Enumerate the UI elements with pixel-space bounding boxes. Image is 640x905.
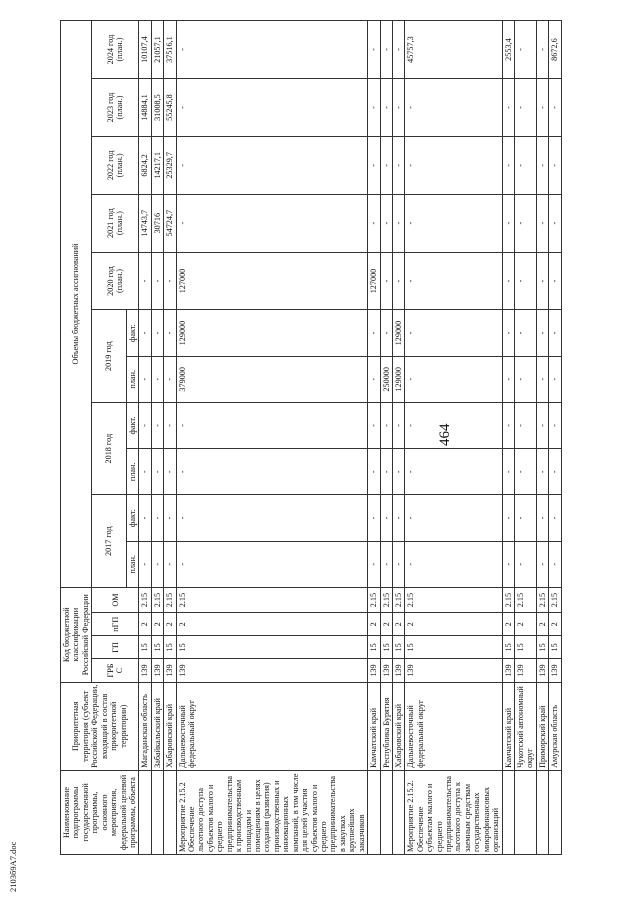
row-value: -	[405, 136, 502, 194]
row-value: -	[536, 310, 548, 356]
row-grbs: 139	[405, 659, 502, 682]
row-value: 14217,1	[151, 136, 163, 194]
row-om: 2.15	[164, 587, 176, 612]
row-value: -	[164, 449, 176, 495]
header-2019-plan: план.	[126, 356, 138, 402]
row-value: 14884,1	[139, 79, 151, 137]
row-value: -	[380, 402, 392, 448]
row-territory: Камчатский край	[368, 682, 380, 770]
row-value: -	[514, 495, 536, 541]
row-value: 25329,7	[164, 136, 176, 194]
row-value: -	[536, 541, 548, 587]
row-gp: 15	[176, 636, 367, 659]
row-name	[514, 770, 536, 854]
row-grbs: 139	[139, 659, 151, 682]
header-2019-fact: факт.	[126, 310, 138, 356]
row-grbs: 139	[164, 659, 176, 682]
row-name	[151, 770, 163, 854]
row-value: -	[405, 541, 502, 587]
row-value: -	[164, 541, 176, 587]
row-value: -	[139, 402, 151, 448]
row-pgp: 2	[380, 613, 392, 636]
header-volumes: Объемы бюджетных ассигнований	[61, 21, 92, 588]
row-value: -	[405, 356, 502, 402]
row-value: -	[502, 252, 514, 310]
row-value: -	[536, 356, 548, 402]
row-value: 54724,7	[164, 194, 176, 252]
row-value: -	[176, 194, 367, 252]
row-om: 2.15	[502, 587, 514, 612]
row-value: -	[380, 21, 392, 79]
row-value: -	[514, 194, 536, 252]
row-grbs: 139	[368, 659, 380, 682]
row-value: -	[405, 402, 502, 448]
row-pgp: 2	[176, 613, 367, 636]
table-row	[536, 21, 548, 855]
table-row	[549, 21, 561, 855]
row-value: -	[514, 541, 536, 587]
table-row	[405, 21, 502, 855]
row-value: -	[368, 310, 380, 356]
row-value: -	[139, 310, 151, 356]
row-grbs: 139	[502, 659, 514, 682]
row-grbs: 139	[514, 659, 536, 682]
row-value: -	[151, 310, 163, 356]
row-value: -	[392, 495, 404, 541]
row-value: -	[380, 310, 392, 356]
row-value: 127000	[368, 252, 380, 310]
row-grbs: 139	[549, 659, 561, 682]
table-row	[392, 21, 404, 855]
row-value: -	[176, 21, 367, 79]
header-2020: 2020 год (план.)	[92, 252, 139, 310]
row-value: -	[514, 79, 536, 137]
row-value: 6824,2	[139, 136, 151, 194]
row-value: 45757,3	[405, 21, 502, 79]
row-om: 2.15	[536, 587, 548, 612]
row-om: 2.15	[139, 587, 151, 612]
table-row	[380, 21, 392, 855]
row-value: -	[502, 356, 514, 402]
row-territory: Амурская область	[549, 682, 561, 770]
row-value: -	[380, 194, 392, 252]
row-value: -	[368, 21, 380, 79]
row-value: -	[549, 79, 561, 137]
row-value: -	[502, 194, 514, 252]
header-2021: 2021 год (план.)	[92, 194, 139, 252]
row-value: -	[536, 402, 548, 448]
row-pgp: 2	[164, 613, 176, 636]
row-value: -	[368, 194, 380, 252]
row-value: -	[502, 79, 514, 137]
row-grbs: 139	[392, 659, 404, 682]
row-om: 2.15	[405, 587, 502, 612]
table-row	[151, 21, 163, 855]
header-name: Наименование подпрограммы государственной программы, основного мероприятия, федеральной целевой программы, объекта	[61, 770, 139, 854]
row-value: -	[368, 356, 380, 402]
row-value: 8672,6	[549, 21, 561, 79]
row-name	[536, 770, 548, 854]
row-territory: Забайкальский край	[151, 682, 163, 770]
row-value: -	[368, 449, 380, 495]
row-name	[380, 770, 392, 854]
row-value: -	[514, 310, 536, 356]
row-value: -	[368, 541, 380, 587]
header-2019: 2019 год	[92, 310, 127, 403]
row-om: 2.15	[151, 587, 163, 612]
row-value: -	[536, 252, 548, 310]
row-name	[164, 770, 176, 854]
row-name: Мероприятие 2.15.2. Обеспечение субъектам малого и среднего предпринимательства льготного доступа к заемным средствам государственных микрофинансовых организаций	[405, 770, 502, 854]
row-name	[368, 770, 380, 854]
row-pgp: 2	[392, 613, 404, 636]
row-value: 37516,1	[164, 21, 176, 79]
row-value: 31008,5	[151, 79, 163, 137]
row-value: -	[502, 310, 514, 356]
table-row	[164, 21, 176, 855]
row-gp: 15	[139, 636, 151, 659]
row-value: -	[380, 541, 392, 587]
row-value: -	[164, 310, 176, 356]
header-om: ОМ	[92, 587, 139, 612]
row-value: -	[392, 252, 404, 310]
row-name	[392, 770, 404, 854]
row-value: -	[405, 495, 502, 541]
row-value: -	[151, 402, 163, 448]
row-value: -	[549, 449, 561, 495]
row-value: 55245,8	[164, 79, 176, 137]
row-value: -	[405, 79, 502, 137]
row-pgp: 2	[368, 613, 380, 636]
row-value: -	[380, 252, 392, 310]
row-value: -	[405, 252, 502, 310]
row-value: -	[514, 449, 536, 495]
row-value: -	[514, 252, 536, 310]
header-pgp: пГП	[92, 613, 139, 636]
row-gp: 15	[380, 636, 392, 659]
row-pgp: 2	[405, 613, 502, 636]
row-value: -	[380, 495, 392, 541]
row-pgp: 2	[151, 613, 163, 636]
row-grbs: 139	[536, 659, 548, 682]
row-value: -	[164, 402, 176, 448]
row-value: -	[514, 356, 536, 402]
row-value: -	[392, 449, 404, 495]
page-number: 464	[437, 423, 453, 446]
header-gp: ГП	[92, 636, 139, 659]
row-value: 30716	[151, 194, 163, 252]
row-value: -	[368, 402, 380, 448]
table-header	[61, 21, 139, 855]
row-value: -	[405, 449, 502, 495]
row-value: -	[536, 79, 548, 137]
row-value: -	[176, 541, 367, 587]
row-gp: 15	[164, 636, 176, 659]
row-value: -	[151, 541, 163, 587]
row-territory: Приморский край	[536, 682, 548, 770]
row-value: -	[151, 252, 163, 310]
row-value: -	[549, 194, 561, 252]
row-value: -	[549, 136, 561, 194]
row-gp: 15	[392, 636, 404, 659]
row-value: -	[392, 136, 404, 194]
row-value: -	[368, 495, 380, 541]
header-budget-code: Код бюджетной классификации Российской Федерации	[61, 587, 92, 682]
table-row	[502, 21, 514, 855]
row-value: -	[380, 449, 392, 495]
row-value: -	[502, 402, 514, 448]
header-2017: 2017 год	[92, 495, 127, 588]
header-2018-plan: план.	[126, 449, 138, 495]
row-value: 2553,4	[502, 21, 514, 79]
row-name	[502, 770, 514, 854]
row-gp: 15	[368, 636, 380, 659]
row-value: -	[549, 541, 561, 587]
row-gp: 15	[405, 636, 502, 659]
row-grbs: 139	[151, 659, 163, 682]
row-value: -	[392, 194, 404, 252]
table-row	[139, 21, 151, 855]
budget-table	[60, 20, 562, 855]
row-value: -	[392, 79, 404, 137]
row-value: 379000	[176, 356, 367, 402]
row-value: -	[176, 136, 367, 194]
row-value: -	[502, 541, 514, 587]
header-2022: 2022 год (план.)	[92, 136, 139, 194]
row-value: -	[405, 310, 502, 356]
row-name	[139, 770, 151, 854]
row-value: -	[176, 449, 367, 495]
row-value: -	[176, 495, 367, 541]
row-value: -	[536, 449, 548, 495]
header-2024: 2024 год (план.)	[92, 21, 139, 79]
header-2017-fact: факт.	[126, 495, 138, 541]
row-value: -	[139, 449, 151, 495]
rotated-table-area	[60, 20, 630, 855]
row-value: -	[536, 136, 548, 194]
row-pgp: 2	[536, 613, 548, 636]
row-territory: Дальневосточный федеральный округ	[405, 682, 502, 770]
row-value: -	[514, 136, 536, 194]
row-value: -	[368, 136, 380, 194]
row-value: -	[405, 194, 502, 252]
row-value: -	[502, 136, 514, 194]
header-2018: 2018 год	[92, 402, 127, 495]
row-om: 2.15	[380, 587, 392, 612]
row-territory: Хабаровский край	[392, 682, 404, 770]
row-territory: Камчатский край	[502, 682, 514, 770]
row-value: 127000	[176, 252, 367, 310]
row-value: -	[536, 495, 548, 541]
row-gp: 15	[514, 636, 536, 659]
row-value: -	[536, 194, 548, 252]
row-value: -	[151, 356, 163, 402]
table-row	[176, 21, 367, 855]
row-value: -	[176, 402, 367, 448]
row-pgp: 2	[502, 613, 514, 636]
row-value: -	[151, 495, 163, 541]
row-om: 2.15	[368, 587, 380, 612]
row-value: -	[392, 21, 404, 79]
row-value: -	[139, 541, 151, 587]
row-value: -	[380, 79, 392, 137]
header-2017-plan: план.	[126, 541, 138, 587]
row-grbs: 139	[176, 659, 367, 682]
row-value: -	[380, 136, 392, 194]
row-pgp: 2	[549, 613, 561, 636]
row-value: -	[502, 449, 514, 495]
row-value: -	[392, 541, 404, 587]
header-grbs: ГРБС	[92, 659, 139, 682]
row-value: -	[139, 252, 151, 310]
row-value: -	[514, 21, 536, 79]
row-pgp: 2	[139, 613, 151, 636]
row-territory: Дальневосточный федеральный округ	[176, 682, 367, 770]
row-om: 2.15	[392, 587, 404, 612]
row-value: 129000	[176, 310, 367, 356]
row-name: Мероприятие 2.15.2 Обеспечение льготного доступа субъектов малого и среднего предпринимательства к производственным площадям и помещениям в целях создания (развития) производственных и инновационных компаний, в том числе для целей участия субъектов малого и среднего предпринимательства в закупках крупнейших заказчиков	[176, 770, 367, 854]
row-territory: Магаданская область	[139, 682, 151, 770]
row-grbs: 139	[380, 659, 392, 682]
row-value: -	[536, 21, 548, 79]
row-value: -	[549, 402, 561, 448]
header-2018-fact: факт.	[126, 402, 138, 448]
header-2023: 2023 год (план.)	[92, 79, 139, 137]
footer-doc-code: 2103б9А7.doc	[8, 841, 18, 892]
row-gp: 15	[549, 636, 561, 659]
row-value: -	[549, 252, 561, 310]
row-value: -	[368, 79, 380, 137]
row-value: -	[151, 449, 163, 495]
table-body	[139, 21, 561, 855]
row-value: 129000	[392, 356, 404, 402]
table-row	[368, 21, 380, 855]
row-value: -	[549, 495, 561, 541]
row-territory: Чукотский автономный округ	[514, 682, 536, 770]
row-value: -	[549, 356, 561, 402]
row-om: 2.15	[549, 587, 561, 612]
row-value: -	[392, 402, 404, 448]
row-value: 250000	[380, 356, 392, 402]
header-territory: Приоритетная территория (субъект Российской Федерации, входящий в состав приоритетной территории)	[61, 682, 139, 770]
row-name	[549, 770, 561, 854]
row-pgp: 2	[514, 613, 536, 636]
row-value: 21057,1	[151, 21, 163, 79]
row-value: -	[139, 356, 151, 402]
row-gp: 15	[151, 636, 163, 659]
row-value: -	[164, 356, 176, 402]
row-value: -	[176, 79, 367, 137]
row-value: -	[502, 495, 514, 541]
row-gp: 15	[536, 636, 548, 659]
row-value: 14743,7	[139, 194, 151, 252]
row-om: 2.15	[514, 587, 536, 612]
row-territory: Хабаровский край	[164, 682, 176, 770]
row-value: 129000	[392, 310, 404, 356]
row-value: -	[164, 252, 176, 310]
table-row	[514, 21, 536, 855]
row-territory: Республика Бурятия	[380, 682, 392, 770]
row-value: -	[514, 402, 536, 448]
row-gp: 15	[502, 636, 514, 659]
row-om: 2.15	[176, 587, 367, 612]
row-value: 10107,4	[139, 21, 151, 79]
row-value: -	[139, 495, 151, 541]
row-value: -	[164, 495, 176, 541]
row-value: -	[549, 310, 561, 356]
